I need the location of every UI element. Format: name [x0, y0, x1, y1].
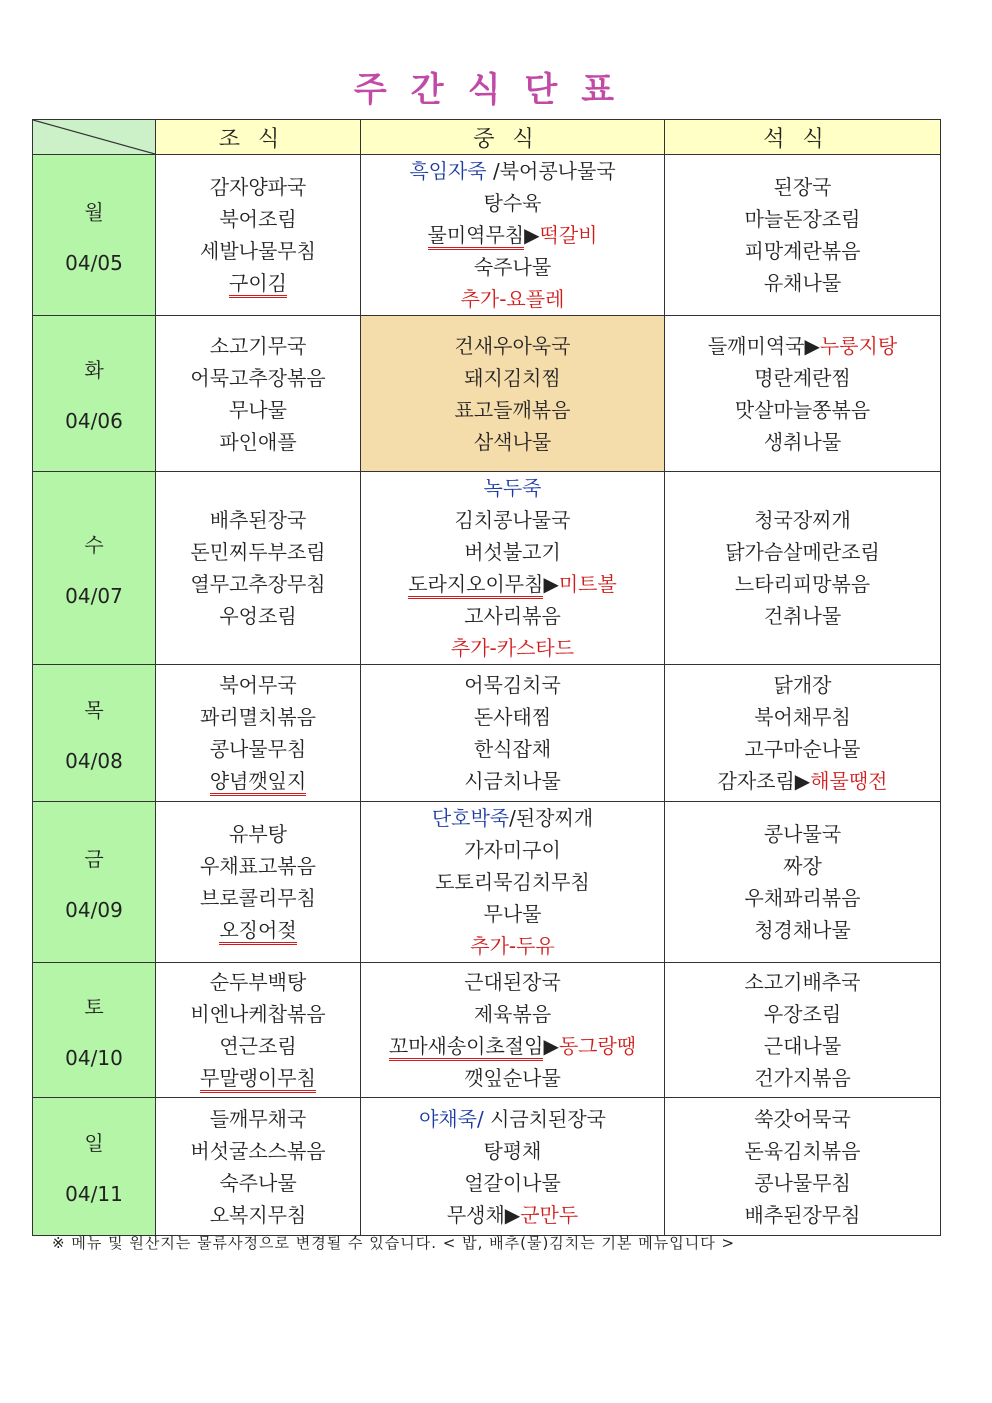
menu-item-text: 청경채나물	[754, 918, 851, 942]
menu-item-text: 무나물	[229, 397, 287, 422]
menu-item-text: 무생채	[446, 1202, 505, 1227]
menu-item	[361, 930, 664, 962]
day-name: 수	[84, 532, 104, 557]
menu-item	[665, 536, 940, 568]
lunch-cell	[361, 316, 665, 472]
menu-item-text: 피망계란볶음	[744, 239, 861, 263]
menu-item-text: 누룽지탕	[819, 333, 898, 358]
menu-item-text: 돈육김치볶음	[744, 1138, 861, 1163]
lunch-cell	[361, 802, 665, 963]
menu-item	[665, 1103, 940, 1135]
menu-item	[361, 219, 664, 251]
menu-item	[156, 669, 360, 701]
menu-item-text: 된장국	[773, 175, 832, 199]
day-date: 04/07	[65, 583, 123, 608]
menu-item	[361, 283, 664, 315]
menu-item-text: 감자양파국	[209, 175, 307, 199]
menu-item	[665, 701, 940, 733]
menu-item-text: 흑임자죽	[409, 159, 493, 183]
menu-item-text: 깻잎순나물	[464, 1066, 561, 1090]
menu-item-text: 해물땡전	[810, 769, 888, 793]
corner-cell	[33, 120, 156, 155]
menu-item	[361, 394, 664, 426]
lunch-cell	[361, 665, 665, 802]
menu-item-text: 들깨무채국	[209, 1106, 307, 1131]
menu-item	[361, 155, 664, 187]
dinner-cell	[665, 155, 941, 316]
menu-item-text: 표고들깨볶음	[454, 397, 571, 422]
menu-item	[156, 1167, 360, 1199]
menu-item	[361, 669, 664, 701]
day-cell	[33, 472, 156, 665]
menu-item-text: 마늘돈장조림	[744, 207, 861, 231]
menu-item	[361, 898, 664, 930]
dinner-cell	[665, 963, 941, 1098]
menu-item-text: 청국장찌개	[754, 508, 851, 532]
menu-item-text: 순두부백탕	[209, 970, 307, 994]
menu-item	[665, 267, 940, 299]
menu-item-text: 오복지무침	[209, 1202, 307, 1227]
menu-item-text: 우엉조림	[219, 604, 297, 628]
header-row	[33, 120, 941, 155]
menu-item	[665, 426, 940, 458]
menu-item-text: 닭개장	[773, 673, 832, 697]
menu-item	[665, 1062, 940, 1094]
menu-item	[156, 568, 360, 600]
menu-item	[665, 733, 940, 765]
menu-item-text: 무나물	[483, 902, 542, 926]
menu-item-text: /북어콩나물국	[492, 159, 616, 183]
menu-item	[156, 701, 360, 733]
menu-item	[156, 818, 360, 850]
arrow-icon: ▶	[804, 333, 820, 358]
menu-item-text: 탕평채	[483, 1138, 542, 1163]
menu-item	[156, 998, 360, 1030]
menu-item	[156, 426, 360, 458]
dinner-cell	[665, 472, 941, 665]
menu-item	[361, 866, 664, 898]
menu-item-text: 근대된장국	[464, 970, 561, 994]
menu-item-text: 북어무국	[219, 673, 297, 697]
menu-item	[156, 1103, 360, 1135]
menu-item-text: 생취나물	[763, 429, 842, 454]
menu-item	[361, 802, 664, 834]
breakfast-cell	[156, 665, 361, 802]
menu-item-text: 제육볶음	[473, 1002, 552, 1026]
menu-item-text: 꽈리멸치볶음	[200, 705, 316, 729]
menu-item	[665, 966, 940, 998]
dinner-cell	[665, 316, 941, 472]
menu-item	[156, 536, 360, 568]
menu-item-text: 시금치나물	[464, 769, 561, 793]
menu-item	[361, 1030, 664, 1062]
menu-item	[156, 1135, 360, 1167]
menu-item-text: 동그랑땡	[558, 1034, 637, 1058]
menu-item-text: 고구마순나물	[744, 737, 861, 761]
menu-item	[665, 765, 940, 797]
menu-item	[361, 765, 664, 797]
menu-item-text: 비엔나케찹볶음	[190, 1002, 326, 1026]
menu-item	[156, 733, 360, 765]
menu-item	[361, 600, 664, 632]
page-title: 주간식단표	[353, 70, 639, 110]
menu-item	[361, 187, 664, 219]
day-name: 금	[84, 846, 104, 871]
menu-item-text: 콩나물무침	[209, 737, 307, 761]
menu-item	[156, 1062, 360, 1094]
breakfast-cell	[156, 802, 361, 963]
menu-item	[665, 568, 940, 600]
menu-item	[156, 171, 360, 203]
menu-item-text: 감자조림	[717, 769, 795, 793]
menu-item-text: 들깨미역국	[707, 333, 805, 358]
menu-item	[361, 568, 664, 600]
menu-item-text: 짜장	[783, 854, 822, 878]
menu-item-text: 물미역무침	[428, 223, 525, 250]
menu-item-text: 시금치된장국	[490, 1106, 606, 1131]
menu-item	[156, 330, 360, 362]
menu-item-text: 얼갈이나물	[464, 1170, 561, 1195]
menu-item	[156, 1030, 360, 1062]
menu-item	[156, 882, 360, 914]
menu-item	[665, 600, 940, 632]
day-date: 04/10	[65, 1045, 123, 1070]
menu-item-text: 소고기배추국	[744, 970, 861, 994]
menu-item	[156, 504, 360, 536]
day-name: 목	[84, 697, 104, 722]
menu-item	[361, 536, 664, 568]
menu-item-text: 연근조림	[219, 1034, 297, 1058]
day-name: 일	[84, 1131, 104, 1155]
menu-item-text: /된장찌개	[509, 806, 594, 830]
menu-item-text: 우장조림	[763, 1002, 842, 1026]
menu-item	[665, 1030, 940, 1062]
menu-item	[361, 1135, 664, 1167]
day-cell	[33, 802, 156, 963]
menu-item	[156, 600, 360, 632]
arrow-icon: ▶	[504, 1202, 521, 1227]
dinner-cell	[665, 802, 941, 963]
menu-item	[156, 966, 360, 998]
menu-item	[361, 330, 664, 362]
menu-item-text: 구이김	[229, 271, 287, 298]
menu-item-text: 가자미구이	[464, 838, 561, 862]
menu-item-text: 콩나물국	[763, 822, 842, 846]
menu-item-text: 버섯불고기	[464, 540, 561, 564]
day-cell	[33, 1098, 156, 1236]
menu-item-text: 떡갈비	[539, 223, 598, 247]
menu-item-text: 숙주나물	[219, 1170, 297, 1195]
menu-item-text: 어묵고추장볶음	[190, 365, 326, 390]
day-row	[33, 316, 941, 472]
lunch-cell	[361, 472, 665, 665]
menu-item-text: 열무고추장무침	[190, 572, 326, 596]
menu-item	[665, 882, 940, 914]
menu-item-text: 콩나물무침	[754, 1170, 851, 1195]
menu-item	[361, 733, 664, 765]
menu-item-text: 양념깻잎지	[210, 769, 307, 796]
day-row	[33, 472, 941, 665]
menu-item-text: 돼지김치찜	[464, 365, 561, 390]
day-cell	[33, 155, 156, 316]
day-date: 04/11	[65, 1182, 123, 1206]
breakfast-cell	[156, 316, 361, 472]
menu-item-text: 꼬마새송이초절임	[389, 1034, 544, 1061]
day-date: 04/06	[65, 409, 123, 433]
menu-item-text: 한식잡채	[473, 737, 552, 761]
menu-item	[361, 251, 664, 283]
menu-item-text: 추가-카스타드	[450, 636, 575, 660]
menu-item-text: 북어조림	[219, 207, 297, 231]
menu-item-text: 군만두	[520, 1202, 579, 1227]
menu-item-text: 오징어젖	[219, 918, 296, 945]
menu-item-text: 북어채무침	[754, 705, 851, 729]
breakfast-cell	[156, 963, 361, 1098]
day-row	[33, 665, 941, 802]
menu-item-text: 세발나물무침	[200, 239, 316, 263]
arrow-icon: ▶	[543, 572, 559, 596]
menu-item-text: 녹두죽	[483, 476, 542, 500]
footnote: ※ 메뉴 및 원산지는 물류사정으로 변경될 수 있습니다. < 밥, 배추(물)김치는 기본 메뉴입니다 >	[52, 1234, 736, 1252]
menu-item-text: 고사리볶음	[464, 604, 561, 628]
menu-item	[665, 818, 940, 850]
menu-item	[665, 235, 940, 267]
menu-item-text: 우채표고볶음	[200, 854, 316, 878]
menu-item	[665, 669, 940, 701]
menu-item-text: 어묵김치국	[464, 673, 561, 697]
menu-item-text: 김치콩나물국	[454, 508, 571, 532]
day-name: 화	[84, 358, 104, 382]
day-name: 월	[84, 199, 104, 224]
menu-item-text: 버섯굴소스볶음	[190, 1138, 326, 1163]
menu-item-text: 브로콜리무침	[200, 886, 316, 910]
menu-item-text: 근대나물	[763, 1034, 842, 1058]
menu-item	[361, 1103, 664, 1135]
menu-item	[361, 834, 664, 866]
lunch-cell	[361, 155, 665, 316]
menu-item	[361, 966, 664, 998]
menu-item	[156, 850, 360, 882]
menu-item	[665, 394, 940, 426]
menu-item-text: 쑥갓어묵국	[754, 1106, 851, 1131]
header-lunch: 중식	[361, 120, 665, 155]
lunch-cell	[361, 963, 665, 1098]
day-date: 04/05	[65, 250, 123, 275]
menu-item-text: 우채꽈리볶음	[744, 886, 861, 910]
day-row	[33, 1098, 941, 1236]
menu-item-text: 배추된장국	[209, 508, 307, 532]
menu-item	[665, 1167, 940, 1199]
menu-item	[665, 850, 940, 882]
day-cell	[33, 316, 156, 472]
menu-item-text: 건가지볶음	[754, 1066, 851, 1090]
menu-item	[665, 1135, 940, 1167]
dinner-cell	[665, 665, 941, 802]
menu-item-text: 야채죽/	[419, 1106, 491, 1131]
arrow-icon: ▶	[524, 223, 540, 247]
menu-item-text: 명란계란찜	[754, 365, 851, 390]
menu-item	[665, 203, 940, 235]
menu-item	[156, 1199, 360, 1231]
day-row	[33, 802, 941, 963]
day-date: 04/09	[65, 897, 123, 922]
menu-item	[665, 504, 940, 536]
menu-item-text: 건새우아욱국	[454, 333, 571, 358]
menu-item	[361, 998, 664, 1030]
menu-item-text: 파인애플	[219, 429, 297, 454]
dinner-cell	[665, 1098, 941, 1236]
day-row	[33, 155, 941, 316]
lunch-cell	[361, 1098, 665, 1236]
menu-item-text: 무말랭이무침	[200, 1066, 316, 1093]
menu-item-text: 단호박죽	[431, 806, 510, 830]
menu-item	[156, 914, 360, 946]
menu-item-text: 배추된장무침	[744, 1202, 861, 1227]
weekly-menu-table	[32, 119, 941, 1236]
menu-item	[361, 426, 664, 458]
menu-item	[665, 998, 940, 1030]
menu-item	[156, 267, 360, 299]
menu-item	[156, 362, 360, 394]
arrow-icon: ▶	[543, 1034, 559, 1058]
menu-item-text: 추가-요플레	[460, 287, 565, 311]
menu-item-text: 돈사태찜	[473, 705, 552, 729]
day-cell	[33, 963, 156, 1098]
menu-item	[156, 394, 360, 426]
menu-item	[361, 632, 664, 664]
menu-item-text: 탕수육	[483, 191, 542, 215]
menu-item	[156, 765, 360, 797]
menu-item	[156, 203, 360, 235]
menu-item-text: 돈민찌두부조림	[190, 540, 326, 564]
menu-item	[361, 1062, 664, 1094]
day-name: 토	[84, 994, 104, 1019]
menu-item-text: 느타리피망볶음	[734, 572, 871, 596]
day-date: 04/08	[65, 748, 123, 773]
menu-item	[665, 1199, 940, 1231]
breakfast-cell	[156, 472, 361, 665]
menu-item-text: 도라지오이무침	[408, 572, 543, 599]
menu-item-text: 숙주나물	[473, 255, 552, 279]
menu-item-text: 유부탕	[229, 822, 287, 846]
menu-item-text: 유채나물	[763, 271, 842, 295]
menu-item	[361, 1167, 664, 1199]
menu-item	[361, 701, 664, 733]
day-cell	[33, 665, 156, 802]
menu-item	[665, 171, 940, 203]
menu-item	[361, 472, 664, 504]
menu-item-text: 닭가슴살메란조림	[725, 540, 880, 564]
menu-item-text: 추가-두유	[470, 934, 555, 958]
menu-item-text: 소고기무국	[209, 333, 307, 358]
diagonal-line	[33, 120, 155, 154]
menu-item-text: 미트볼	[558, 572, 617, 596]
menu-item	[156, 235, 360, 267]
breakfast-cell	[156, 155, 361, 316]
menu-item-text: 삼색나물	[473, 429, 552, 454]
menu-item	[361, 362, 664, 394]
breakfast-cell	[156, 1098, 361, 1236]
menu-item	[361, 504, 664, 536]
header-dinner: 석식	[665, 120, 941, 155]
header-breakfast: 조식	[156, 120, 361, 155]
menu-item-text: 건취나물	[763, 604, 842, 628]
menu-item	[665, 914, 940, 946]
day-row	[33, 963, 941, 1098]
menu-item-text: 맛살마늘쫑볶음	[734, 397, 871, 422]
menu-item	[665, 330, 940, 362]
menu-item-text: 도토리묵김치무침	[435, 870, 590, 894]
arrow-icon: ▶	[794, 769, 811, 793]
menu-item	[665, 362, 940, 394]
menu-item	[361, 1199, 664, 1231]
